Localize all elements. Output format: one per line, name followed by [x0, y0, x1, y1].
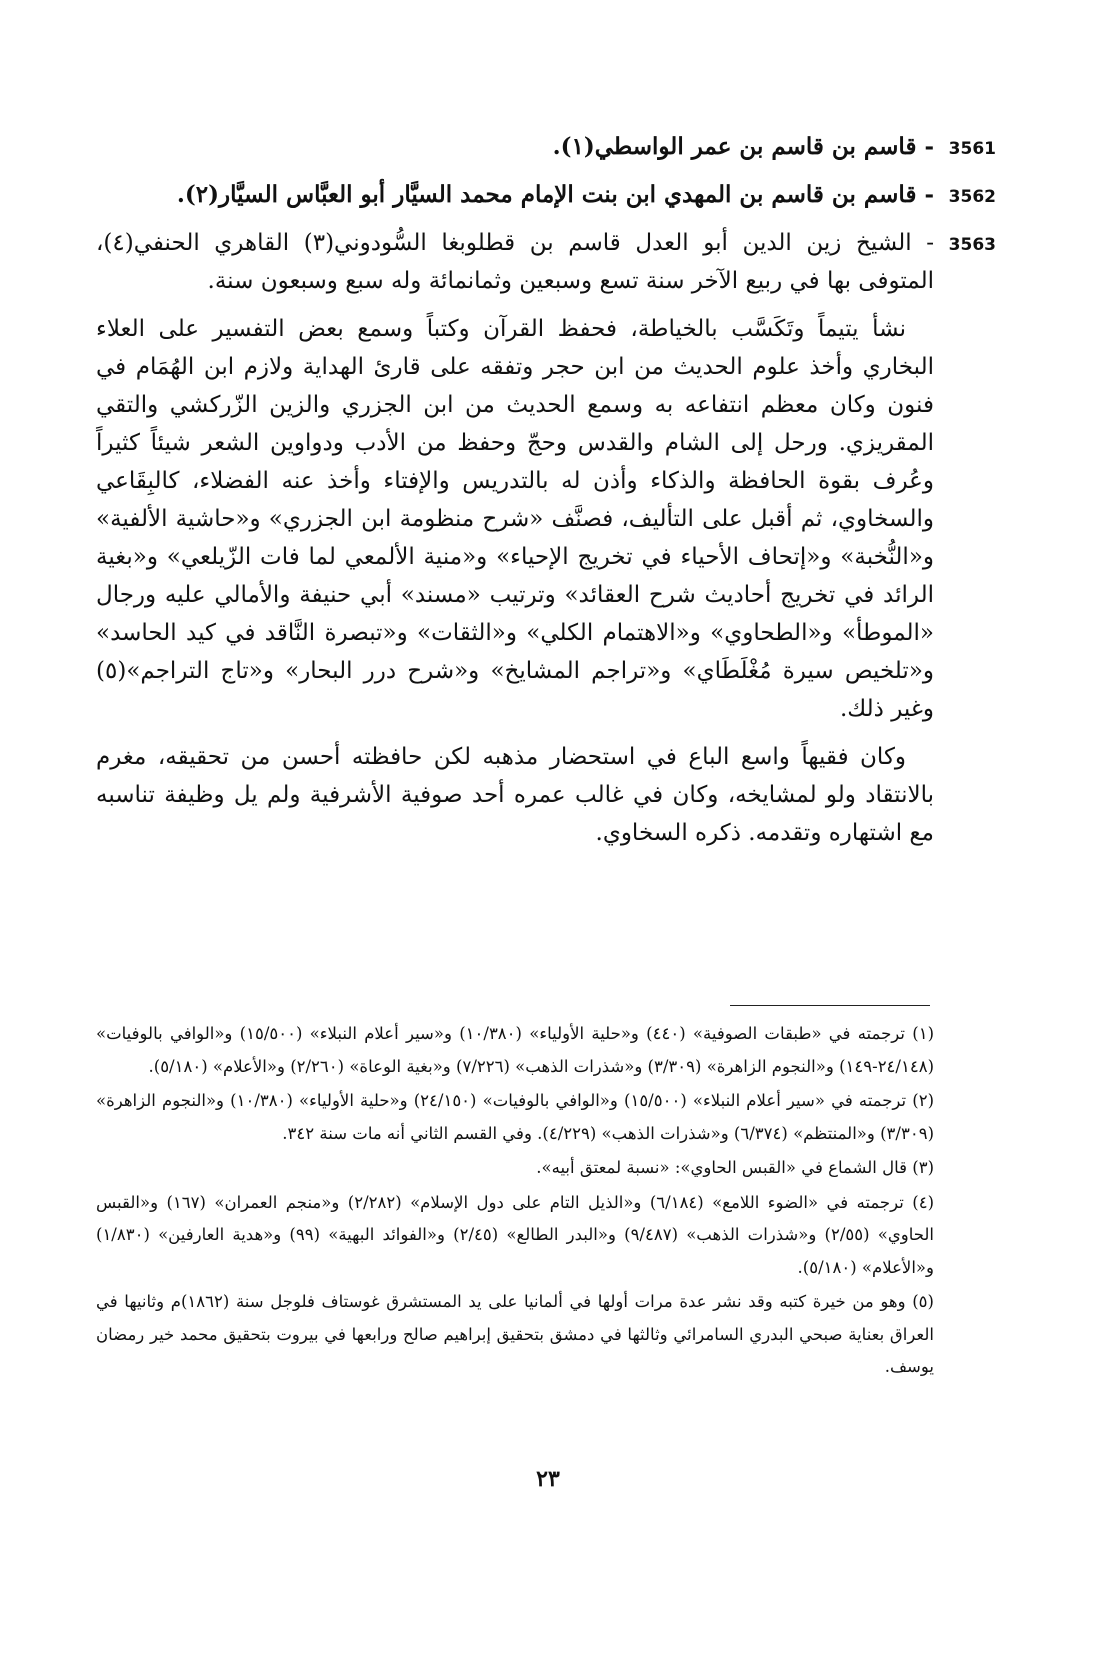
page-number: ٢٣	[536, 1466, 560, 1492]
entry-text: - قاسم بن قاسم بن المهدي ابن بنت الإمام محمد السيَّار أبو العبَّاس السيَّار(٢).	[176, 181, 934, 208]
entry-number: 3562	[948, 187, 996, 207]
biography-paragraph: نشأ يتيماً وتَكَسَّب بالخياطة، فحفظ القرآن وكتباً وسمع بعض التفسير على العلاء البخاري وأخذ علوم الحديث من ابن حجر وتفقه على قارئ الهداية ولازم ابن الهُمَام في فنون وكان معظم انتفاعه به وسمع الحديث من ابن الجزري والزين الزّركشي والتقي المقريزي. ورحل إلى الشام والقدس وحجّ وحفظ من الأدب ودواوين الشعر شيئاً كثيراً وعُرف بقوة الحافظة والذكاء وأذن له بالتدريس والإفتاء وأخذ عنه الفضلاء، كالبِقَاعي والسخاوي، ثم أقبل على التأليف، فصنَّف «شرح منظومة ابن الجزري» و«حاشية الألفية» و«النُّخبة» و«إتحاف الأحياء في تخريج الإحياء» و«منية الألمعي لما فات الزّيلعي» و«بغية الرائد في تخريج أحاديث شرح العقائد» وترتيب «مسند» أبي حنيفة والأمالي عليه ورجال «الموطأ» و«الطحاوي» و«الاهتمام الكلي» و«الثقات» و«تبصرة النَّاقد في كيد الحاسد» و«تلخيص سيرة مُغْلَطَاي» و«تراجم المشايخ» و«شرح درر البحار» و«تاج التراجم»(٥) وغير ذلك.	[96, 316, 934, 722]
entry-3561	[96, 128, 996, 166]
footnote: (١) ترجمته في «طبقات الصوفية» (٤٤٠) و«حلية الأولياء» (١٠/٣٨٠) و«سير أعلام النبلاء» (١٥/٥٠٠) و«الوافي بالوفيات» (٢٤/١٤٨-١٤٩) و«النجوم الزاهرة» (٣/٣٠٩) و«شذرات الذهب» (٧/٢٢٦) و«بغية الوعاة» (٢/٢٦٠) و«الأعلام» (٥/١٨٠).	[96, 1024, 934, 1076]
footnote: (٣) قال الشماع في «القبس الحاوي»: «نسبة لمعتق أبيه».	[536, 1158, 934, 1177]
footnote-separator	[730, 1005, 930, 1006]
footnotes	[96, 1018, 934, 1386]
footnote: (٥) وهو من خيرة كتبه وقد نشر عدة مرات أولها في ألمانيا على يد المستشرق غوستاف فلوجل سنة (١٨٦٢)م وثانيها في العراق بعناية صبحي البدري السامرائي وثالثها في دمشق بتحقيق إبراهيم صالح ورابعها في بيروت بتحقيق محمد خير رمضان يوسف.	[96, 1292, 934, 1376]
entry-number: 3563	[948, 235, 996, 255]
biography-paragraph: وكان فقيهاً واسع الباع في استحضار مذهبه لكن حافظته أحسن من تحقيقه، مغرم بالانتقاد ولو لمشايخه، وكان في غالب عمره أحد صوفية الأشرفية ولم يل وظيفة تناسبه مع اشتهاره وتقدمه. ذكره السخاوي.	[96, 744, 934, 846]
entry-3562	[96, 176, 996, 214]
entry-3563	[96, 224, 996, 300]
footnote: (٤) ترجمته في «الضوء اللامع» (٦/١٨٤) و«الذيل التام على دول الإسلام» (٢/٢٨٢) و«منجم العمران» (١٦٧) و«القبس الحاوي» (٢/٥٥) و«شذرات الذهب» (٩/٤٨٧) و«البدر الطالع» (٢/٤٥) و«الفوائد البهية» (٩٩) و«هدية العارفين» (١/٨٣٠) و«الأعلام» (٥/١٨٠).	[96, 1192, 935, 1277]
entry-number: 3561	[948, 139, 996, 159]
footnote: (٢) ترجمته في «سير أعلام النبلاء» (١٥/٥٠٠) و«الوافي بالوفيات» (٢٤/١٥٠) و«حلية الأولياء» (١٠/٣٨٠) و«النجوم الزاهرة» (٣/٣٠٩) و«المنتظم» (٦/٣٧٤) و«شذرات الذهب» (٤/٢٢٩). وفي القسم الثاني أنه مات سنة ٣٤٢.	[96, 1091, 934, 1143]
main-text	[96, 128, 996, 862]
entry-text: - الشيخ زين الدين أبو العدل قاسم بن قطلوبغا السُّودوني(٣) القاهري الحنفي(٤)، المتوفى بها في ربيع الآخر سنة تسع وسبعين وثمانمائة وله سبع وسبعون سنة.	[96, 230, 935, 294]
entry-text: - قاسم بن قاسم بن عمر الواسطي(١).	[552, 133, 934, 160]
